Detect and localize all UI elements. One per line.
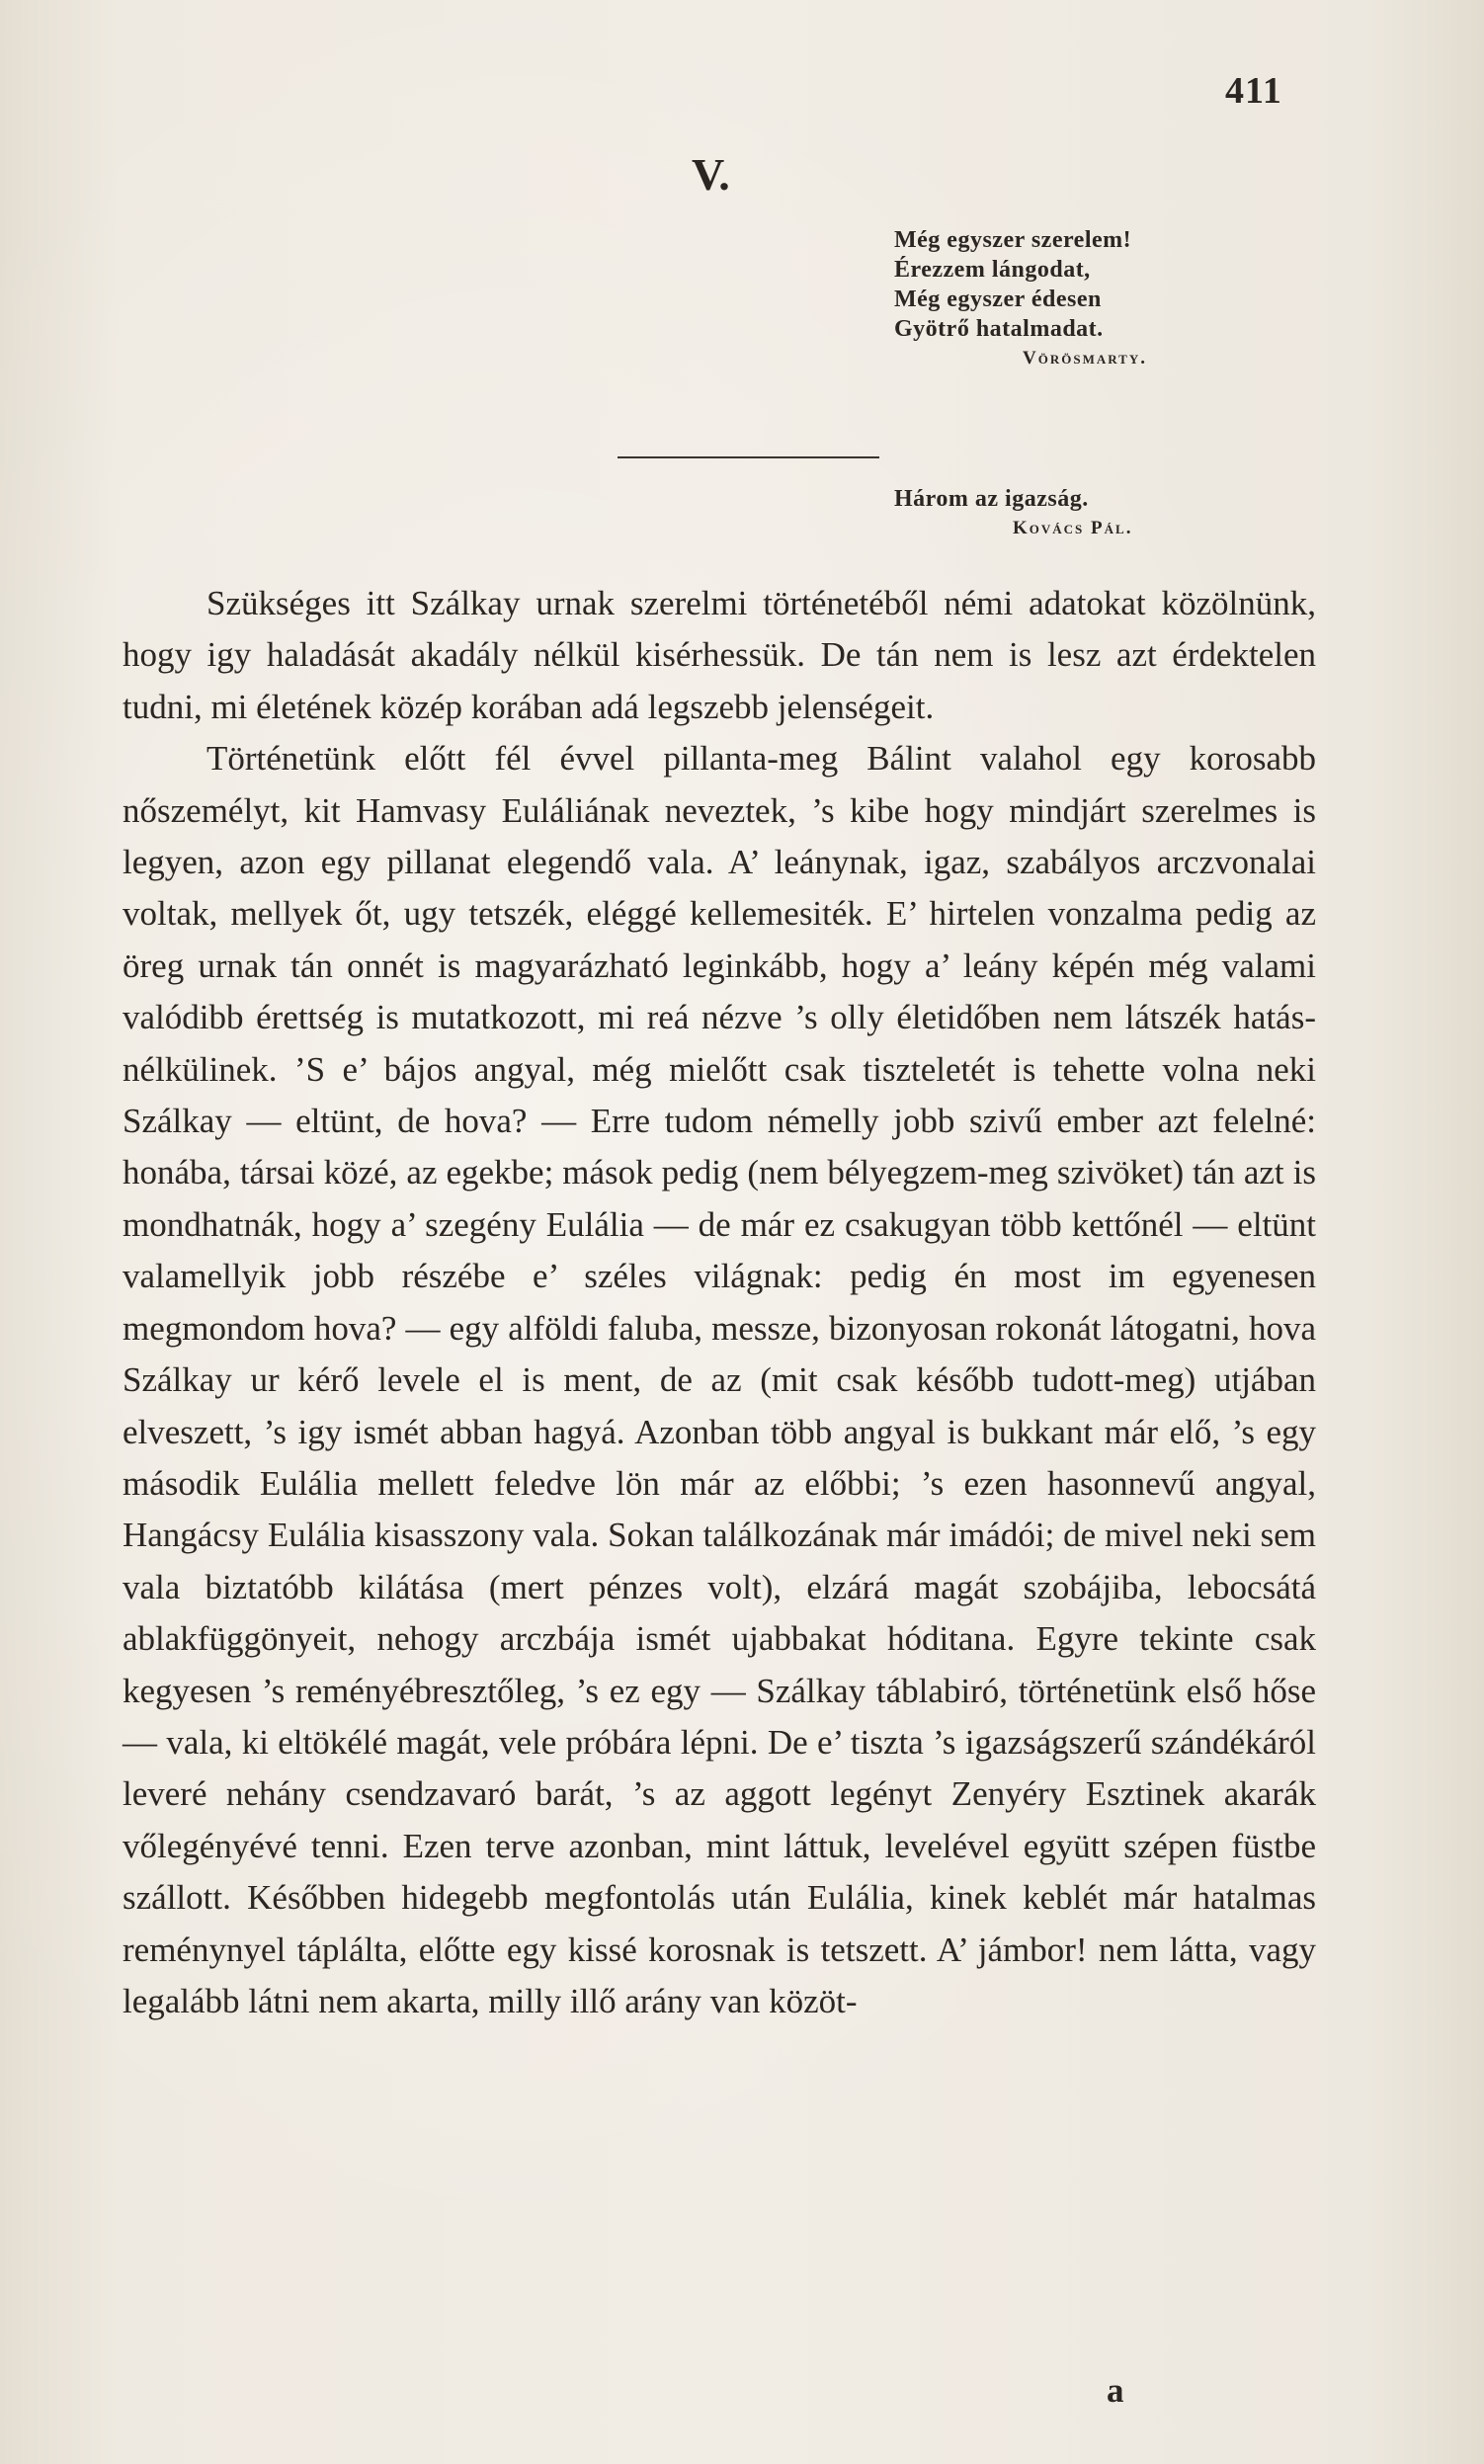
epigraph-line: Gyötrő hatalmadat.	[894, 316, 1104, 342]
page-number: 411	[1225, 70, 1282, 112]
epigraph-author: Vörösmarty.	[1023, 348, 1147, 369]
paragraph: Történetünk előtt fél évvel pillanta-meg Bálint valahol egy korosabb nőszemélyt, kit Hamvasy Euláliának neveztek, ’s kibe hogy mindjárt szerelmes is legyen, azon egy pillanat elegendő vala. A’ leánynak, igaz, szabályos arczvonalai voltak, mellyek őt, ugy tetszék, eléggé kellemesiték. E’ hirtelen vonzalma pedig az öreg urnak tán onnét is magyarázható leginkább, hogy a’ leány képén még valami valódibb érettség is mutatkozott, mi reá nézve ’s olly életidőben nem látszék hatás-nélkülinek. ’S e’ bájos angyal, még mielőtt csak tiszteletét is tehette volna neki Szálkay — eltünt, de hova? — Erre tudom némelly jobb szivű ember azt felelné: honába, társai közé, az egekbe; mások pedig (nem bélyegzem-meg szivöket) tán azt is mondhatnák, hogy a’ szegény Eulália — de már ez csakugyan több kettőnél — eltünt valamellyik jobb részébe e’ széles világnak: pedig én most im egyenesen megmondom hova? — egy alföldi faluba, messze, bizonyosan rokonát látogatni, hova Szálkay ur kérő levele el is ment, de az (mit csak később tudott-meg) utjában elveszett, ’s igy ismét abban hagyá. Azonban több angyal is bukkant már elő, ’s egy második Eulália mellett feledve lön már az előbbi; ’s ezen hasonnevű angyal, Hangácsy Eulália kisasszony vala. Sokan találkozának már imádói; de mivel neki sem vala biztatóbb kilátása (mert pénzes volt), elzárá magát szobájiba, lebocsátá ablakfüggönyeit, nehogy arczbája ismét ujabbakat hóditana. Egyre tekinte csak kegyesen ’s reményébresztőleg, ’s ez egy — Szálkay táblabiró, történetünk első hőse — vala, ki eltökélé magát, vele próbára lépni. De e’ tiszta ’s igazságszerű szándékáról leveré nehány csendzavaró barát, ’s az aggott legényt Zenyéry Esztinek akarák vőlegényévé tenni. Ezen terve azonban, mint láttuk, levelével együtt szépen füstbe szállott. Későbben hidegebb megfontolás után Eulália, kinek keblét már hatalmas reménynyel táplálta, előtte egy kissé korosnak is tetszett. A’ jámbor! nem látta, vagy legalább látni nem akarta, milly illő arány van közöt-	[123, 739, 1316, 2020]
epigraph-proverb	[894, 484, 1132, 543]
epigraph-line: Három az igazság.	[894, 486, 1089, 512]
epigraph-line: Még egyszer szerelem!	[894, 227, 1132, 253]
epigraph-line: Érezzem lángodat,	[894, 257, 1091, 283]
epigraph-author: Kovács Pál.	[1013, 518, 1133, 538]
chapter-number: V.	[692, 149, 730, 200]
epigraph-verse	[894, 225, 1147, 373]
paragraph: Szükséges itt Szálkay urnak szerelmi történetéből némi adatokat közölnünk, hogy igy haladását akadály nélkül kisérhessük. De tán nem is lesz azt érdektelen tudni, mi életének közép korában adá legszebb jelenségeit.	[123, 584, 1316, 726]
body-text	[123, 578, 1316, 2027]
catchword: a	[1107, 2371, 1124, 2410]
epigraph-line: Még egyszer édesen	[894, 287, 1102, 312]
divider-rule	[618, 456, 879, 458]
